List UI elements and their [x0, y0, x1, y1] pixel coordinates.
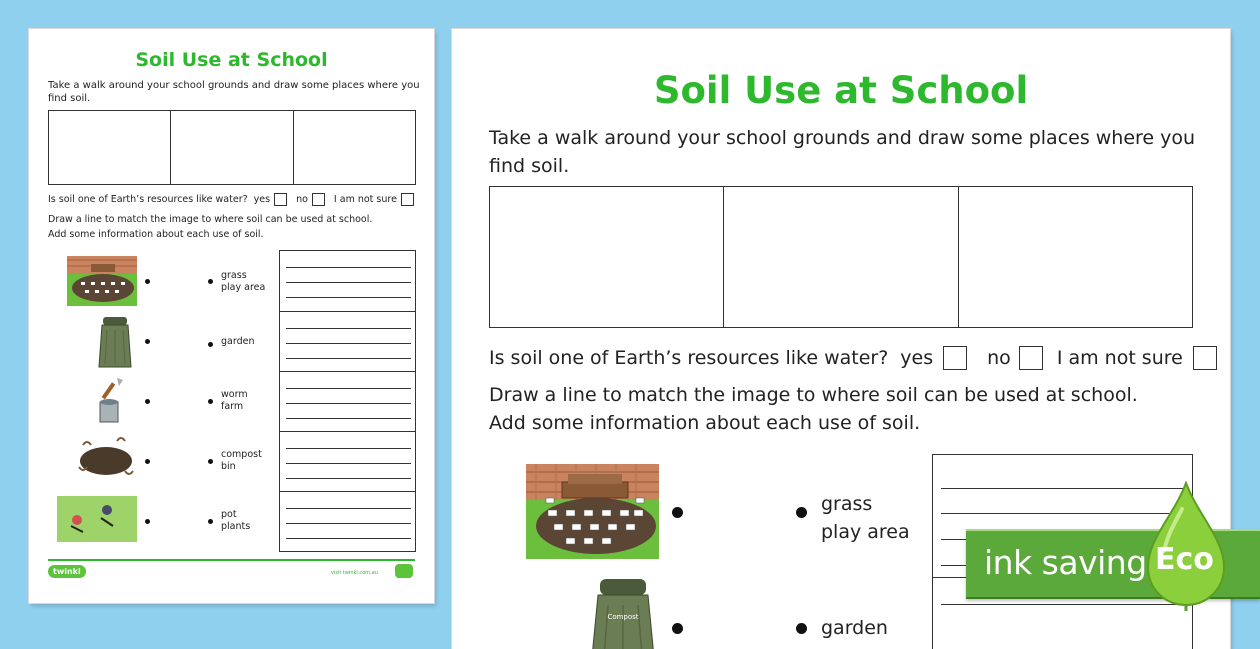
use-label: pot plants: [221, 509, 251, 533]
match-dot[interactable]: [796, 623, 807, 634]
use-label: worm farm: [221, 389, 248, 413]
match-dot[interactable]: [145, 339, 150, 344]
match-dot[interactable]: [796, 507, 807, 518]
garden-image-large: [526, 464, 659, 559]
match-dot[interactable]: [208, 342, 213, 347]
match-dot[interactable]: [208, 519, 213, 524]
drawing-box[interactable]: [490, 187, 724, 327]
question-text: Is soil one of Earth’s resources like water?: [489, 347, 889, 369]
question-text: Is soil one of Earth’s resources like water?: [48, 194, 248, 205]
compost-label: Compost: [607, 613, 639, 621]
use-label: grass play area: [821, 493, 910, 543]
match-dot[interactable]: [145, 399, 150, 404]
drawing-box[interactable]: [294, 111, 415, 184]
match-dot[interactable]: [145, 279, 150, 284]
footer-url[interactable]: visit twinkl.com.au: [331, 570, 378, 576]
footer-badge-icon: [395, 564, 413, 578]
ink-saving-text: ink saving: [984, 543, 1147, 582]
yes-checkbox[interactable]: [274, 193, 287, 206]
drawing-box[interactable]: [959, 187, 1192, 327]
resource-question: [48, 193, 414, 206]
twinkl-logo: twinkl: [48, 565, 86, 578]
worksheet-thumbnail: [29, 29, 434, 603]
use-label: grass play area: [221, 270, 266, 294]
yes-checkbox[interactable]: [943, 346, 967, 370]
use-label: compost bin: [221, 449, 262, 473]
intro-text-large: Take a walk around your school grounds and draw some places where you find soil.: [489, 127, 1196, 177]
instruction-2-large: Add some information about each use of soil.: [489, 412, 921, 434]
drawing-box[interactable]: [724, 187, 958, 327]
use-label: garden: [221, 336, 255, 347]
footer-rule: [48, 559, 415, 561]
eco-label: Eco: [1155, 542, 1214, 577]
match-dot[interactable]: [672, 507, 683, 518]
option-not-sure-label: I am not sure: [333, 194, 397, 205]
not-sure-checkbox[interactable]: [1193, 346, 1217, 370]
page-title-large: Soil Use at School: [653, 69, 1029, 112]
compost-bin-image: [97, 316, 133, 368]
instruction-2: Add some information about each use of soil.: [48, 229, 264, 240]
option-no-label: no: [296, 194, 308, 205]
garden-image: [67, 256, 137, 306]
match-dot[interactable]: [208, 279, 213, 284]
instruction-1: Draw a line to match the image to where soil can be used at school.: [48, 214, 373, 225]
match-dot[interactable]: [208, 399, 213, 404]
match-dot[interactable]: [208, 459, 213, 464]
use-label: garden: [821, 617, 888, 639]
no-checkbox[interactable]: [312, 193, 325, 206]
drawing-boxes-large: [489, 186, 1193, 328]
intro-text: Take a walk around your school grounds and draw some places where you find soil.: [48, 80, 420, 104]
drawing-box[interactable]: [49, 111, 171, 184]
match-dot[interactable]: [672, 623, 683, 634]
pot-plant-image: [97, 376, 133, 424]
resource-question-large: [489, 346, 1217, 370]
no-checkbox[interactable]: [1019, 346, 1043, 370]
match-dot[interactable]: [145, 459, 150, 464]
option-not-sure-label: I am not sure: [1056, 347, 1183, 369]
page-title: Soil Use at School: [135, 49, 328, 71]
instruction-1-large: Draw a line to match the image to where soil can be used at school.: [489, 384, 1138, 406]
drawing-box[interactable]: [171, 111, 293, 184]
option-yes-label: yes: [253, 194, 271, 205]
grass-play-area-image: [57, 496, 137, 542]
drawing-boxes: [48, 110, 416, 185]
writing-area[interactable]: [279, 250, 416, 552]
option-no-label: no: [987, 347, 1011, 369]
not-sure-checkbox[interactable]: [401, 193, 414, 206]
match-dot[interactable]: [145, 519, 150, 524]
worm-farm-image: [77, 435, 135, 479]
compost-bin-image-large: [588, 577, 658, 649]
option-yes-label: yes: [900, 347, 934, 369]
